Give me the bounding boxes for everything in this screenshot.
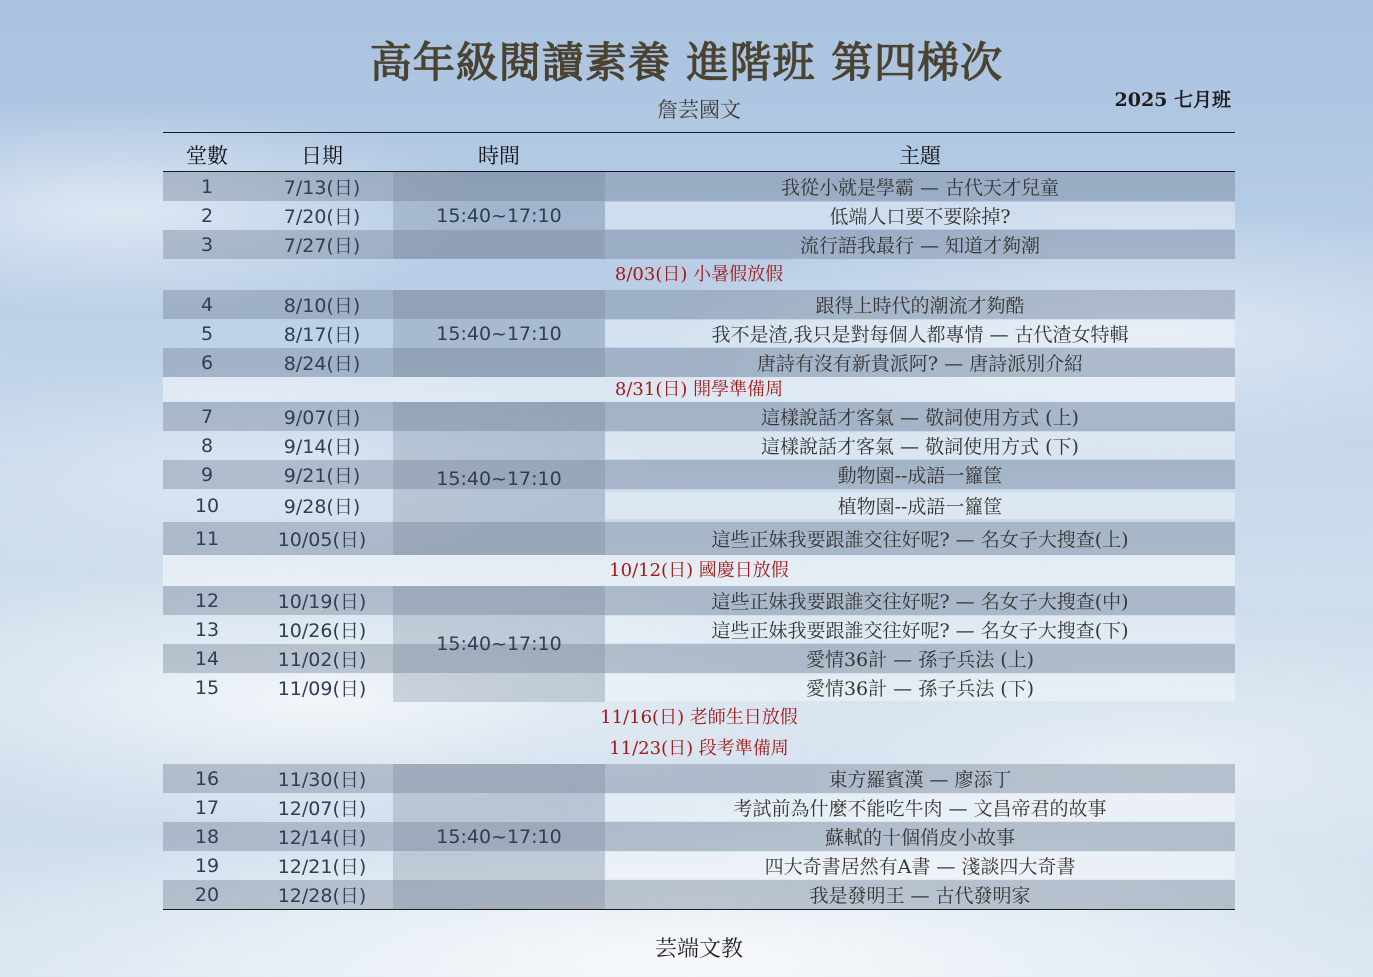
column-header-time: 時間 — [478, 144, 520, 168]
lesson-time: 15:40~17:10 — [393, 586, 605, 702]
holiday-notice: 11/16(日) 老師生日放假 — [600, 707, 798, 728]
table-row — [163, 522, 1235, 555]
lesson-number: 5 — [200, 322, 214, 345]
table-row — [163, 460, 1235, 489]
lesson-topic: 我不是渣,我只是對每個人都專情 — 古代渣女特輯 — [605, 320, 1235, 347]
lesson-date: 8/10(日) — [283, 295, 361, 317]
lesson-number: 7 — [200, 405, 214, 428]
lesson-time: 15:40~17:10 — [393, 402, 605, 555]
lesson-number: 20 — [194, 883, 220, 906]
lesson-date: 11/30(日) — [277, 769, 367, 791]
page-title: 高年級閱讀素養 進階班 第四梯次 — [369, 38, 1004, 87]
lesson-topic: 這些正妹我要跟誰交往好呢? — 名女子大搜查(下) — [605, 616, 1235, 643]
lesson-topic: 考試前為什麼不能吃牛肉 — 文昌帝君的故事 — [605, 794, 1235, 821]
lesson-number: 16 — [194, 767, 220, 790]
table-row — [163, 793, 1235, 822]
lesson-time: 15:40~17:10 — [393, 172, 605, 259]
lesson-number: 13 — [194, 618, 220, 641]
lesson-topic: 這樣說話才客氣 — 敬詞使用方式 (上) — [761, 407, 1079, 429]
holiday-notice: 10/12(日) 國慶日放假 — [163, 555, 1235, 586]
lesson-block — [163, 290, 1235, 377]
lesson-date: 8/24(日) — [283, 353, 361, 375]
lesson-date: 7/27(日) — [283, 235, 361, 257]
lesson-number: 15 — [194, 676, 220, 699]
class-period: 2025 七月班 — [1114, 89, 1231, 111]
table-row — [163, 880, 1235, 909]
lesson-date: 8/17(日) — [283, 324, 361, 346]
lesson-topic: 唐詩有沒有新貴派阿? — 唐詩派別介紹 — [756, 353, 1084, 375]
lesson-number: 11 — [194, 527, 220, 550]
table-row — [163, 586, 1235, 615]
lesson-block — [163, 764, 1235, 910]
table-row — [163, 489, 1235, 522]
table-row — [163, 673, 1235, 702]
table-row — [163, 431, 1235, 460]
table-row — [163, 172, 1235, 201]
page-subtitle: 詹芸國文 — [657, 98, 741, 122]
column-header-date: 日期 — [301, 144, 343, 168]
lesson-topic: 低端人口要不要除掉? — [605, 202, 1235, 229]
lesson-topic: 我從小就是學霸 — 古代天才兒童 — [780, 177, 1060, 199]
lesson-date: 11/02(日) — [277, 649, 367, 671]
lesson-date: 12/28(日) — [277, 885, 367, 907]
footer-brand: 芸端文教 — [654, 937, 743, 962]
lesson-date: 9/28(日) — [283, 496, 361, 518]
lesson-number: 10 — [194, 494, 220, 517]
lesson-number: 18 — [194, 825, 220, 848]
lesson-date: 9/21(日) — [283, 465, 361, 487]
lesson-topic: 流行語我最行 — 知道才夠潮 — [799, 235, 1041, 257]
table-row — [163, 764, 1235, 793]
lesson-number: 6 — [200, 351, 214, 374]
lesson-topic: 愛情36計 — 孫子兵法 (上) — [805, 649, 1035, 671]
lesson-date: 11/09(日) — [277, 678, 367, 700]
holiday-notice: 8/31(日) 開學準備周 — [163, 377, 1235, 402]
table-row — [163, 348, 1235, 377]
lesson-date: 12/07(日) — [277, 798, 367, 820]
lesson-date: 12/21(日) — [277, 856, 367, 878]
table-row — [163, 230, 1235, 259]
lesson-topic: 我是發明王 — 古代發明家 — [809, 885, 1031, 907]
lesson-topic: 四大奇書居然有A書 — 淺談四大奇書 — [605, 852, 1235, 879]
table-header — [163, 133, 1235, 172]
lesson-number: 4 — [200, 293, 214, 316]
lesson-number: 17 — [194, 796, 220, 819]
lesson-topic: 愛情36計 — 孫子兵法 (下) — [605, 674, 1235, 701]
lesson-number: 9 — [200, 463, 214, 486]
lesson-date: 9/07(日) — [283, 407, 361, 429]
table-row — [163, 644, 1235, 673]
schedule-table — [163, 132, 1235, 910]
lesson-block — [163, 586, 1235, 702]
lesson-time: 15:40~17:10 — [393, 764, 605, 909]
lesson-date: 9/14(日) — [283, 436, 361, 458]
lesson-number: 8 — [200, 434, 214, 457]
lesson-date: 12/14(日) — [277, 827, 367, 849]
lesson-number: 1 — [200, 175, 214, 198]
lesson-topic: 蘇軾的十個俏皮小故事 — [824, 827, 1015, 849]
lesson-number: 3 — [200, 233, 214, 256]
column-header-lesson: 堂數 — [186, 144, 228, 168]
lesson-number: 19 — [194, 854, 220, 877]
table-row — [163, 319, 1235, 348]
lesson-date: 10/19(日) — [277, 591, 367, 613]
lesson-topic: 東方羅賓漢 — 廖添丁 — [828, 769, 1012, 791]
table-row — [163, 615, 1235, 644]
column-header-topic: 主題 — [899, 144, 941, 168]
table-row — [163, 402, 1235, 431]
table-row — [163, 201, 1235, 230]
lesson-time: 15:40~17:10 — [393, 290, 605, 377]
lesson-number: 12 — [194, 589, 220, 612]
lesson-number: 2 — [200, 204, 214, 227]
lesson-date: 7/20(日) — [283, 206, 361, 228]
table-row — [163, 851, 1235, 880]
lesson-date: 7/13(日) — [283, 177, 361, 199]
lesson-topic: 這些正妹我要跟誰交往好呢? — 名女子大搜查(中) — [711, 591, 1129, 613]
lesson-date: 10/05(日) — [277, 529, 367, 551]
lesson-date: 10/26(日) — [277, 620, 367, 642]
lesson-topic: 跟得上時代的潮流才夠酷 — [815, 295, 1025, 317]
lesson-topic: 動物園--成語一籮筐 — [837, 465, 1003, 487]
lesson-topic: 這樣說話才客氣 — 敬詞使用方式 (下) — [605, 432, 1235, 459]
table-row — [163, 290, 1235, 319]
lesson-block — [163, 402, 1235, 555]
lesson-number: 14 — [194, 647, 220, 670]
table-row — [163, 822, 1235, 851]
holiday-notice: 8/03(日) 小暑假放假 — [614, 264, 784, 285]
lesson-block — [163, 172, 1235, 259]
lesson-topic: 植物園--成語一籮筐 — [605, 492, 1235, 519]
lesson-topic: 這些正妹我要跟誰交往好呢? — 名女子大搜查(上) — [711, 529, 1129, 551]
holiday-notice: 11/23(日) 段考準備周 — [609, 738, 789, 759]
